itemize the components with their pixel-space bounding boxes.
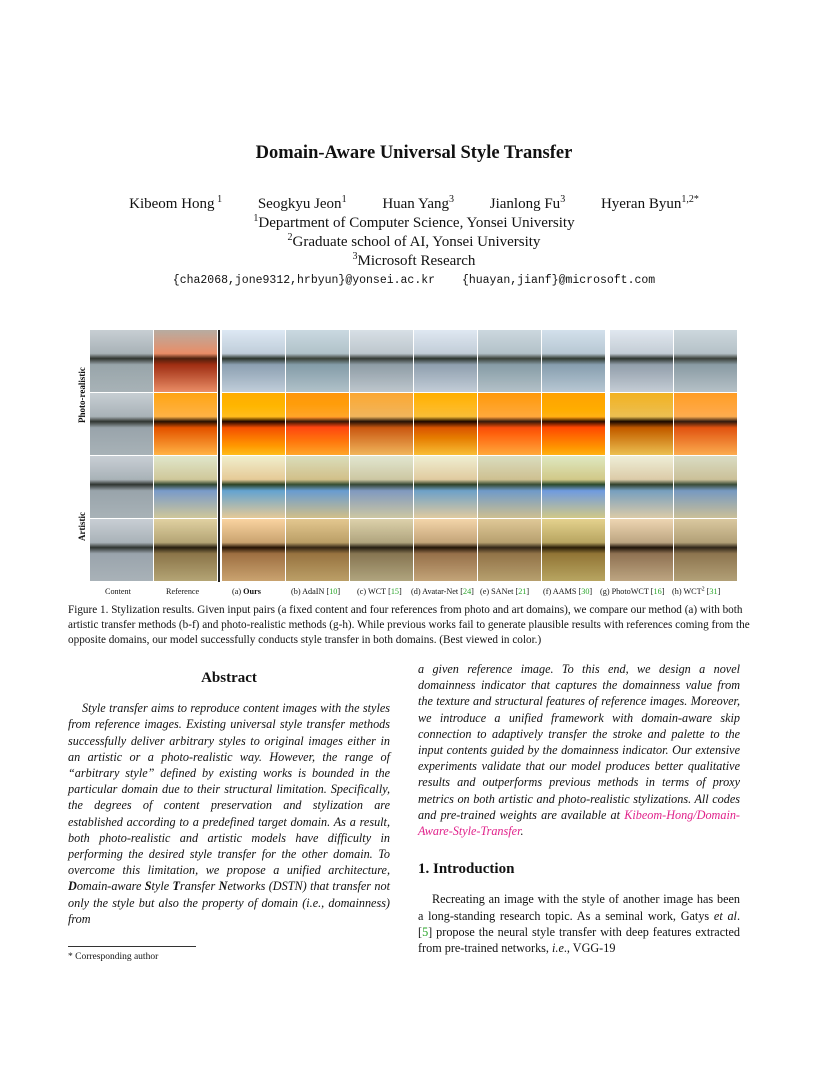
figure-thumbnail xyxy=(414,519,477,581)
figure-thumbnail xyxy=(478,519,541,581)
figure-thumbnail xyxy=(222,519,285,581)
figure-thumbnail xyxy=(674,393,737,455)
affiliation: $^1$Department of Computer Science, Yonsei University xyxy=(253,213,575,231)
abstract-paragraph: Style transfer aims to reproduce content images with the styles from reference images. Existing universal style transfer methods successfully deliver arbitrary styles to original images either in an artistic or a photo-realistic way. However, the range of “arbitrary style” defined by existing works is bounded in the particular domain due to their structural limitation. Specifically, the degrees of content preservation and stylization are established according to a predefined target domain. As a result, both photo-realistic and artistic models have difficulty in performing the desired style transfer for the other domain. To overcome this limitation, we propose a unified architecture, Domain-aware Style Transfer Networks (DSTN) that transfer not only the style but also the property of domain (i.e., domainness) from xyxy=(68,701,391,926)
author: Huan Yang$^3$ xyxy=(382,194,454,212)
figure-thumbnail xyxy=(478,456,541,518)
email: {huayan,jianf}@microsoft.com xyxy=(461,274,656,287)
figure-thumbnail xyxy=(90,330,153,392)
figure-thumbnail xyxy=(674,519,737,581)
affiliation: $^2$Graduate school of AI, Yonsei University xyxy=(287,232,541,250)
figure-thumbnail xyxy=(90,519,153,581)
footnote-rule xyxy=(68,946,196,947)
figure-thumbnail xyxy=(222,330,285,392)
figure-thumbnail xyxy=(542,393,605,455)
author: Jianlong Fu$^3$ xyxy=(489,194,566,212)
figure-thumbnail xyxy=(350,519,413,581)
figure-thumbnail xyxy=(414,456,477,518)
figure-thumbnail xyxy=(610,519,673,581)
figure-thumbnail xyxy=(222,456,285,518)
figure-thumbnail xyxy=(286,393,349,455)
row-label-artistic: Artistic xyxy=(77,512,87,541)
figure-thumbnail xyxy=(350,456,413,518)
left-column xyxy=(68,670,390,927)
email-list xyxy=(0,274,828,287)
figure-thumbnail xyxy=(478,330,541,392)
figure-thumbnail xyxy=(90,393,153,455)
figure-separator xyxy=(218,330,220,582)
figure-thumbnail xyxy=(610,393,673,455)
figure-thumbnail xyxy=(542,330,605,392)
author-list xyxy=(0,196,828,213)
abstract-heading: Abstract xyxy=(201,670,257,686)
figure-thumbnail xyxy=(542,519,605,581)
abstract-paragraph-cont: a given reference image. To this end, we design a novel domainness indicator that captures the domainness value from the texture and structural features of reference images. Moreover, we introduce a unified framework with domain-aware skip connection to adaptively transfer the stroke and palette to the input contents guided by the domainness indicator. Our extensive experiments validate that our model produces better qualitative results and outperforms previous methods in terms of proxy metrics on both artistic and photo-realistic stylizations. All codes and pre-trained weights are available at Kibeom-Hong/Domain-Aware-Style-Transfer. xyxy=(418,662,740,839)
col-label: Content xyxy=(105,587,131,596)
col-label: (e) SANet [21] xyxy=(480,587,530,596)
figure-thumbnail xyxy=(478,393,541,455)
figure-thumbnail xyxy=(286,456,349,518)
figure-thumbnail xyxy=(154,393,217,455)
figure-thumbnail xyxy=(674,456,737,518)
citation-link[interactable]: 5 xyxy=(422,924,429,939)
paper-title: Domain-Aware Universal Style Transfer xyxy=(255,143,573,163)
col-label: (f) AAMS [30] xyxy=(543,587,593,596)
intro-paragraph: Recreating an image with the style of another image has been a long-standing research topic. As a seminal work, Gatys et al. [5] propose the neural style transfer with deep features extracted from pre-trained networks, i.e., VGG-19 xyxy=(418,892,740,956)
figure-thumbnail xyxy=(350,330,413,392)
col-label: (h) WCT$^2$ [31] xyxy=(672,586,721,596)
col-label: Reference xyxy=(166,587,200,596)
figure-thumbnail xyxy=(414,330,477,392)
figure-stylization-grid xyxy=(90,330,730,582)
figure-thumbnail xyxy=(610,330,673,392)
author: Kibeom Hong $^1$ xyxy=(129,194,223,212)
figure-thumbnail xyxy=(674,330,737,392)
figure-thumbnail xyxy=(286,519,349,581)
figure-thumbnail xyxy=(154,330,217,392)
author: Seogkyu Jeon$^1$ xyxy=(257,194,347,212)
affiliation: $^3$Microsoft Research xyxy=(352,251,476,269)
col-label: (d) Avatar-Net [24] xyxy=(411,587,474,596)
right-column xyxy=(418,661,740,956)
author: Hyeran Byun$^{1,2*}$ xyxy=(600,194,699,212)
figure-thumbnail xyxy=(286,330,349,392)
email: {cha2068,jone9312,hrbyun}@yonsei.ac.kr xyxy=(172,274,436,287)
intro-heading: 1. Introduction xyxy=(418,861,515,878)
figure-thumbnail xyxy=(350,393,413,455)
col-label: (c) WCT [15] xyxy=(357,587,402,596)
code-link[interactable]: Kibeom-Hong/Domain-Aware-Style-Transfer xyxy=(418,807,740,839)
figure-thumbnail xyxy=(154,456,217,518)
figure-caption: Figure 1. Stylization results. Given input pairs (a fixed content and four references from photo and art domains), we compare our method (a) with both artistic transfer methods (b-f) and photo-realistic methods (g-h). While previous works fail to generate plausible results with references coming from the opposite domains, our model successfully conducts style transfer in both domains. (Best viewed in color.) xyxy=(68,604,750,646)
col-label: (a) Ours xyxy=(232,587,261,596)
figure-thumbnail xyxy=(542,456,605,518)
col-label: (g) PhotoWCT [16] xyxy=(600,587,665,596)
row-label-photo: Photo-realistic xyxy=(77,367,87,423)
figure-thumbnail xyxy=(154,519,217,581)
figure-thumbnail xyxy=(90,456,153,518)
col-label: (b) AdaIN [10] xyxy=(291,587,341,596)
footnote: * Corresponding author xyxy=(68,952,159,962)
figure-thumbnail xyxy=(414,393,477,455)
figure-thumbnail xyxy=(610,456,673,518)
figure-thumbnail xyxy=(222,393,285,455)
